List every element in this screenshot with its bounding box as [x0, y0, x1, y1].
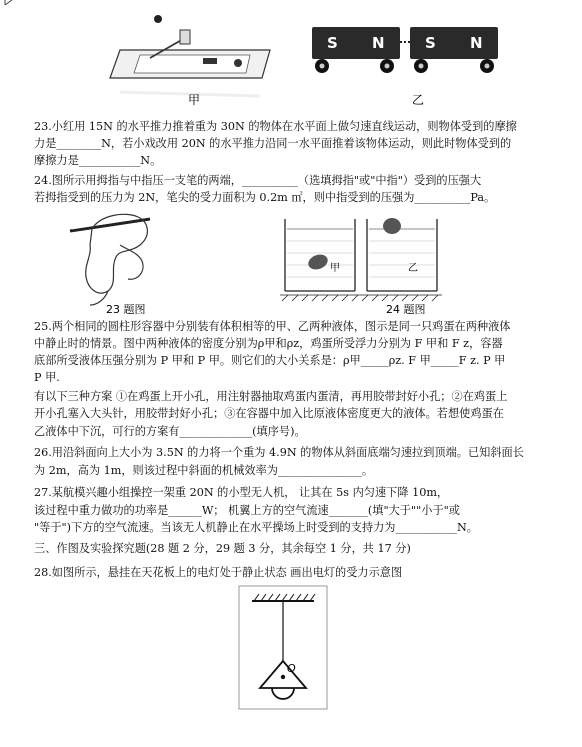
q27-line3: "等于")下方的空气流速。当该无人机静止在水平操场上时受到的支持力为___________N。	[34, 521, 478, 534]
center-point	[281, 675, 285, 679]
q23-line3: 摩擦力是___________N。	[34, 154, 162, 167]
q23-line2: 力是________N，若小戏改用 20N 的水平推力沿同一水平面推着该物体运动，则此时物体受到的	[34, 137, 512, 150]
q23-line1: 23.小红用 15N 的水平推力推着重为 30N 的物体在水平面上做匀速直线运动，则物体受到的摩擦	[34, 120, 517, 133]
top-figures	[0, 0, 582, 115]
liquid-label-yi: 乙	[408, 263, 418, 274]
q25-line1: 25.两个相同的圆柱形容器中分别装有体积相等的甲、乙两种液体，图示是同一只鸡蛋在两种液体	[34, 320, 511, 333]
magnet-carts	[312, 27, 498, 73]
q28-line1: 28.如图所示，悬挂在天花板上的电灯处于静止状态 画出电灯的受力示意图	[34, 566, 403, 579]
section3-heading: 三、作图及实验探究题(28 题 2 分，29 题 3 分，其余每空 1 分，共 17 分)	[34, 542, 411, 555]
ground-hatching	[280, 295, 442, 301]
fig-caption-24: 24 题图	[386, 303, 426, 316]
hanging-lamp-figure	[238, 585, 328, 710]
q27-line1: 27.某航模兴趣小组操控一架重 20N 的小型无人机， 让其在 5s 内匀速下降 10m，	[34, 486, 449, 499]
magnet-label: N	[372, 34, 385, 52]
fig-caption-yi: 乙	[412, 93, 425, 107]
q27-line2: 该过程中重力做功的功率是______W； 机翼上方的空气流速_______(填"大于""小于"或	[34, 504, 460, 517]
q24-line1: 24.图所示用拇指与中指压一支笔的两端，__________（选填拇指"或"中指"）受到的压强大	[34, 174, 482, 187]
magnet-label: S	[425, 34, 436, 52]
lamp-bulb	[272, 688, 294, 699]
q24-line2: 若拇指受到的压力为 2N，笔尖的受力面积为 0.2m ㎡，则中指受到的压强为__________Pa。	[34, 191, 496, 204]
liquid-label-jia: 甲	[330, 263, 340, 274]
q25-line5: 有以下三种方案 ①在鸡蛋上开小孔，用注射器抽取鸡蛋内蛋清，再用胶带封好小孔；②在鸡蛋上	[34, 390, 508, 403]
magnet-board-apparatus	[110, 15, 270, 96]
q25-line2: 中静止时的情景。图中两种液体的密度分别为ρ甲和ρz，鸡蛋所受浮力分别为 F 甲和 F z，容器	[34, 337, 503, 350]
fig-caption-23: 23 题图	[106, 303, 146, 316]
hand-pen-figure	[70, 214, 150, 305]
q25-line3: 底部所受液体压强分别为 P 甲和 P 甲。则它们的大小关系是：ρ甲_____ρz. F 甲_____F z. P 甲	[34, 354, 506, 367]
q26-line2: 为 2m，高为 1m，则该过程中斜面的机械效率为_______________。	[34, 464, 374, 477]
fig-caption-jia: 甲	[188, 93, 201, 107]
container-jia	[285, 219, 355, 291]
middle-figures	[0, 205, 582, 325]
q25-line4: P 甲.	[34, 371, 60, 384]
ceiling-hatching	[254, 594, 315, 601]
lamp-shade	[260, 661, 306, 688]
q25-line7: 乙液体中下沉，可行的方案有_____________(填序号)。	[34, 425, 306, 438]
magnet-label: S	[327, 34, 338, 52]
container-yi	[367, 218, 437, 291]
q25-line6: 开小孔塞入大头针，用胶带封好小孔；③在容器中加入比原液体密度更大的液体。若想使鸡蛋在	[34, 407, 504, 420]
point-label: O	[287, 662, 296, 675]
magnet-label: N	[470, 34, 483, 52]
q26-line1: 26.用沿斜面向上大小为 3.5N 的力将一个重为 4.9N 的物体从斜面底端匀速拉到顶端。已知斜面长	[34, 446, 524, 459]
